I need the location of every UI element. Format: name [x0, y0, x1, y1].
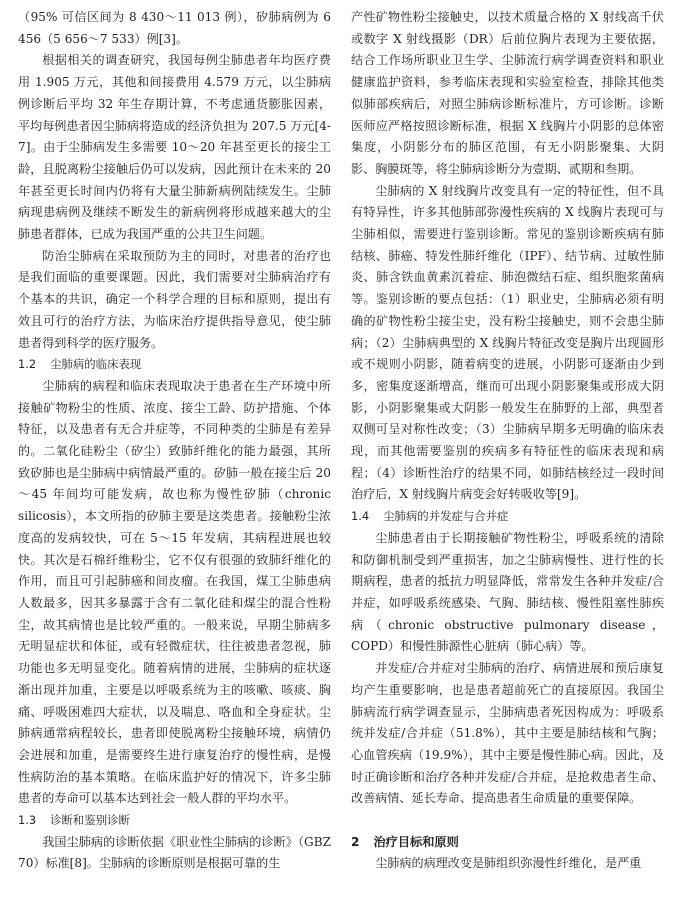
section-heading-1-3 — [18, 810, 331, 832]
paragraph-economic-cost: 根据相关的调查研究，我国每例尘肺患者年均医疗费用 1.905 万元，其他和间接费用 4.579 万元，以尘肺病例诊断后平均 32 年生存期计算，不考虑通货膨胀因素，平均每例患者因尘肺病将造成的经济负担为 207.5 万元[4-7]。由于尘肺病发生多需要 10～20 年甚至更长的接尘工龄，且脱离粉尘接触后仍可以发病，因此预计在未来的 20 年甚至更长时间内仍将有大量尘肺新病例陆续发生。尘肺病现患病例及继续不断发生的新病例将形成越来越大的尘肺患者群体，已成为我国严重的公共卫生问题。 — [18, 53, 331, 242]
section-spacer — [351, 810, 664, 832]
section-title: 尘肺病的并发症与合并症 — [383, 509, 509, 524]
section-title: 治疗目标和原则 — [373, 834, 459, 849]
paragraph-differential-diagnosis: 尘肺病的 X 射线胸片改变具有一定的特征性，但不具有特异性，许多其他肺部弥漫性疾病的 X 线胸片表现可与尘肺相似，需要进行鉴别诊断。常见的鉴别诊断疾病有肺结核、肺癌、特发性肺纤维化（IPF）、结节病、过敏性肺炎、肺含铁血黄素沉着症、肺泡微结石症、组织胞浆菌病等。鉴别诊断的要点包括：（1）职业史，尘肺病必须有明确的矿物性粉尘接尘史，没有粉尘接触史，则不会患尘肺病；（2）尘肺病典型的 X 线胸片特征改变是胸片出现圆形或不规则小阴影，随着病变的进展，小阴影可逐渐由少到多，密集度逐渐增高，继而可出现小阴影聚集或形成大阴影，小阴影聚集或大阴影一般发生在肺野的上部，典型者双侧可呈对称性改变；（3）尘肺病早期多无明确的临床表现，而其他需要鉴别的疾病多有特征性的临床表现和病程；（4）诊断性治疗的结果不同，如肺结核经过一段时间治疗后，X 射线胸片病变会好转吸收等[9]。 — [351, 183, 664, 502]
paragraph-clinical-features: 尘肺病的病程和临床表现取决于患者在生产环境中所接触矿物粉尘的性质、浓度、接尘工龄、防护措施、个体特征，以及患者有无合并症等，不同种类的尘肺是有差异的。二氧化硅粉尘（矽尘）致肺纤维化的能力最强，其所致矽肺也是尘肺病中病情最严重的。矽肺一般在接尘后 20～45 年间均可能发病，故也称为慢性矽肺（chronic silicosis），本文所指的矽肺主要是这类患者。接触粉尘浓度高的发病较快，可在 5～15 年发病，其病程进展也较快。其次是石棉纤维粉尘，它不仅有很强的致肺纤维化的作用，而且可引起肺癌和间皮瘤。在我国，煤工尘肺患病人数最多，因其多暴露于含有二氧化硅和煤尘的混合性粉尘，故其病情也是比较严重的。一般来说，早期尘肺病多无明显症状和体征，或有轻微症状，往往被患者忽视，肺功能也多无明显变化。随着病情的进展，尘肺病的症状逐渐出现并加重，主要是以呼吸系统为主的咳嗽、咳痰、胸痛、呼吸困难四大症状，以及喘息、咯血和全身症状。尘肺病通常病程较长，患者即使脱离粉尘接触环境，病情仍会进展和加重，是需要终生进行康复治疗的慢性病，是慢性病防治的基本策略。在临床监护好的情况下，许多尘肺患者的寿命可以基本达到社会一般人群的平均水平。 — [18, 378, 331, 806]
section-heading-1-4 — [351, 506, 664, 528]
paragraph-complications-impact: 并发症/合并症对尘肺病的治疗、病情进展和预后康复均产生重要影响，也是患者超前死亡的直接原因。我国尘肺病流行病学调查显示，尘肺病患者死因构成为：呼吸系统并发症/合并症（51.8%），其中主要是肺结核和气胸；心血管疾病（19.9%），其中主要是慢性肺心病。因此，及时正确诊断和治疗各种并发症/合并症，是抢救患者生命、改善病情、延长寿命、提高患者生命质量的重要保障。 — [351, 661, 664, 806]
left-column — [18, 7, 331, 875]
section-number: 1.4 — [351, 509, 370, 524]
paragraph-treatment-start: 尘肺病的病理改变是肺组织弥漫性纤维化，是严重 — [375, 856, 642, 871]
section-heading-2 — [351, 832, 664, 854]
paragraph-diagnosis-start: 我国尘肺病的诊断依据《职业性尘肺病的诊断》（GBZ 70）标准[8]。尘肺病的诊断原则是根据可靠的生 — [18, 834, 331, 871]
paragraph-intro-tail: （95% 可信区间为 8 430～11 013 例），矽肺病例为 6 456（5 656～7 533）例[3]。 — [18, 10, 331, 46]
section-title: 尘肺病的临床表现 — [50, 357, 142, 372]
right-column — [351, 7, 664, 875]
section-number: 2 — [351, 834, 360, 849]
paragraph-complications: 尘肺患者由于长期接触矿物性粉尘，呼吸系统的清除和防御机制受到严重损害，加之尘肺病慢性、进行性的长期病程，患者的抵抗力明显降低，常常发生各种并发症/合并症，如呼吸系统感染、气胸、肺结核、慢性阻塞性肺疾病（chronic obstructive pulmonary disease，COPD）和慢性肺源性心脏病（肺心病）等。 — [351, 530, 664, 654]
paragraph-prevention: 防治尘肺病在采取预防为主的同时，对患者的治疗也是我们面临的重要课题。因此，我们需要对尘肺病治疗有个基本的共识，确定一个科学合理的目标和原则，提出有效且可行的治疗方法，为临床治疗提供指导意见，使尘肺患者得到科学的医疗服务。 — [18, 248, 331, 350]
section-number: 1.3 — [18, 813, 37, 828]
section-number: 1.2 — [18, 357, 37, 372]
section-heading-1-2 — [18, 354, 331, 376]
paragraph-diagnosis-continued: 产性矿物性粉尘接触史，以技术质量合格的 X 射线高千伏或数字 X 射线摄影（DR）后前位胸片表现为主要依据，结合工作场所职业卫生学、尘肺流行病学调查资料和职业健康监护资料，参考临床表现和实验室检查，排除其他类似肺部疾病后，对照尘肺病诊断标准片，方可诊断。诊断医师应严格按照诊断标准，根据 X 线胸片小阴影的总体密集度，小阴影分布的肺区范围，有无小阴影聚集、大阴影、胸膜斑等，将尘肺病诊断分为壹期、贰期和叁期。 — [351, 10, 664, 176]
section-title: 诊断和鉴别诊断 — [50, 813, 130, 828]
